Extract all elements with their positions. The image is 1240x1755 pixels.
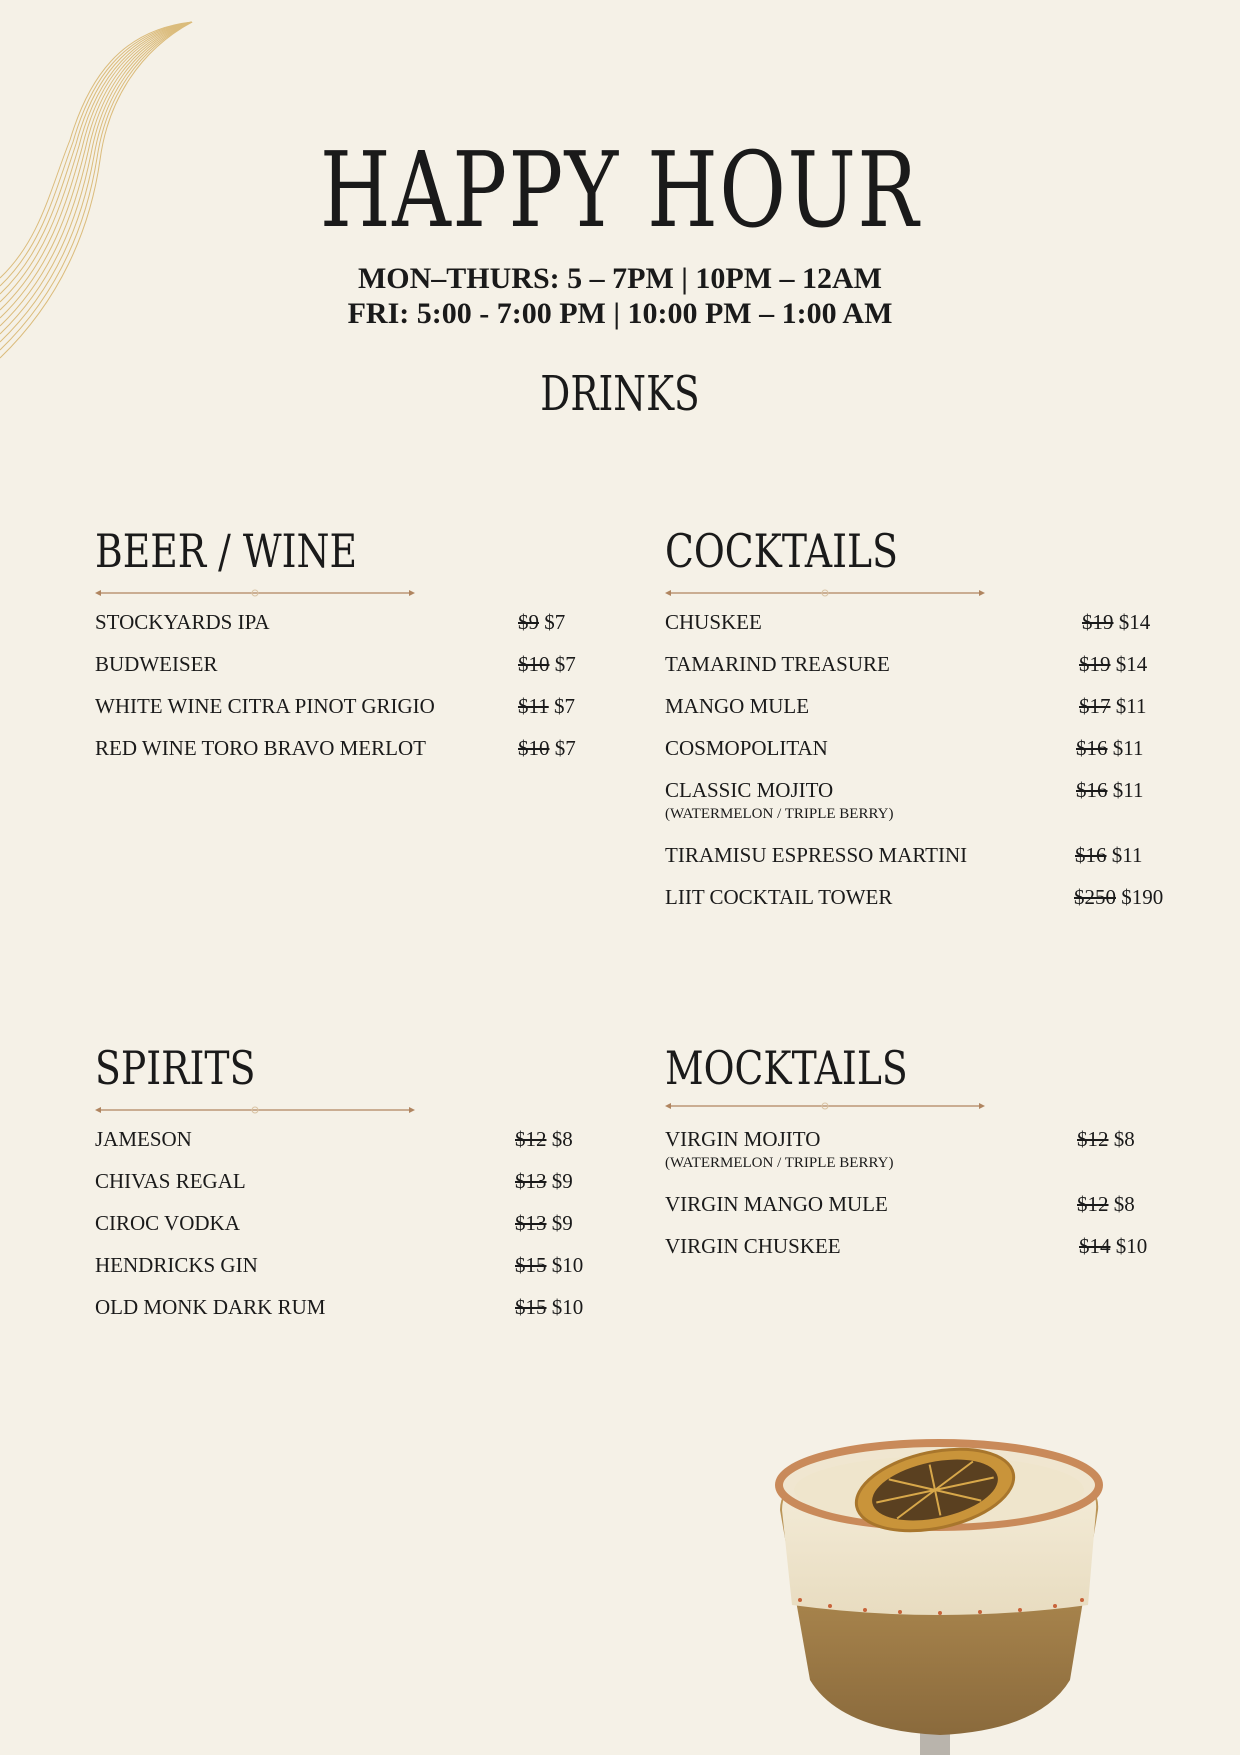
item-name: VIRGIN MOJITO [665,1127,821,1151]
old-price: $19 [1079,652,1111,676]
new-price: $8 [1113,1127,1135,1151]
item-name: HENDRICKS GIN [95,1253,258,1277]
old-price: $19 [1082,610,1114,634]
item-price [518,652,576,677]
menu-item [95,610,595,652]
item-name: VIRGIN MANGO MULE [665,1192,888,1216]
item-name: CHUSKEE [665,610,762,634]
old-price: $16 [1076,778,1108,802]
menu-item [665,843,1205,885]
new-price: $10 [1115,1234,1148,1258]
item-price [515,1169,573,1194]
menu-item [665,778,1205,843]
new-price: $10 [551,1253,584,1277]
item-price [1079,694,1146,719]
old-price: $14 [1079,1234,1111,1258]
item-name: LIIT COCKTAIL TOWER [665,885,893,909]
item-list [665,610,1205,927]
old-price: $13 [515,1169,547,1193]
new-price: $11 [1115,694,1147,718]
old-price: $10 [518,652,550,676]
menu-item [665,736,1205,778]
item-note: (WATERMELON / TRIPLE BERRY) [665,806,894,822]
old-price: $12 [1077,1127,1109,1151]
hours-friday: FRI: 5:00 - 7:00 PM | 10:00 PM – 1:00 AM [347,297,893,330]
item-price [1076,778,1143,803]
hours-weekday: MON–THURS: 5 – 7PM | 10PM – 12AM [357,262,883,295]
item-name: CLASSIC MOJITO [665,778,834,802]
old-price: $16 [1076,736,1108,760]
old-price: $11 [518,694,549,718]
cocktail-photo [770,1430,1110,1755]
item-list [95,610,595,778]
item-name: WHITE WINE CITRA PINOT GRIGIO [95,694,435,718]
item-name: STOCKYARDS IPA [95,610,270,634]
new-price: $7 [554,652,576,676]
item-list [665,1127,1205,1276]
section-title: SPIRITS [95,1041,256,1095]
old-price: $17 [1079,694,1111,718]
section-cocktails [665,524,1205,927]
new-price: $14 [1115,652,1148,676]
item-price [515,1253,583,1278]
item-price [518,694,575,719]
menu-item [665,610,1205,652]
new-price: $11 [1112,736,1144,760]
item-price [1079,1234,1147,1259]
item-price [1082,610,1150,635]
old-price: $16 [1075,843,1107,867]
section-title: COCKTAILS [665,524,898,578]
item-price [1077,1127,1135,1152]
item-name: BUDWEISER [95,652,218,676]
ornamental-divider [95,588,415,598]
old-price: $15 [515,1253,547,1277]
old-price: $9 [518,610,539,634]
new-price: $11 [1111,843,1143,867]
new-price: $8 [1113,1192,1135,1216]
menu-item [95,1169,595,1211]
section-mocktails [665,1041,1205,1276]
item-price [518,736,576,761]
item-name: COSMOPOLITAN [665,736,828,760]
new-price: $7 [554,736,576,760]
menu-item [665,1234,1205,1276]
section-spirits [95,1041,595,1337]
page-title: HAPPY HOUR [319,129,921,251]
menu-item [95,1211,595,1253]
item-price [515,1211,573,1236]
old-price: $13 [515,1211,547,1235]
item-price [1077,1192,1135,1217]
new-price: $9 [551,1211,573,1235]
item-price [1079,652,1147,677]
old-price: $12 [515,1127,547,1151]
menu-item [665,652,1205,694]
menu-item [95,1253,595,1295]
new-price: $10 [551,1295,584,1319]
section-title: BEER / WINE [95,524,358,578]
menu-item [95,652,595,694]
item-price [515,1127,573,1152]
item-price [1074,885,1163,910]
ornamental-divider [665,1101,985,1111]
menu-item [665,694,1205,736]
new-price: $7 [544,610,566,634]
new-price: $7 [553,694,575,718]
section-title: MOCKTAILS [665,1041,908,1095]
item-name: OLD MONK DARK RUM [95,1295,326,1319]
ornamental-divider [665,588,985,598]
menu-item [95,736,595,778]
item-price [518,610,565,635]
old-price: $250 [1074,885,1116,909]
menu-item [665,1127,1205,1192]
item-list [95,1127,595,1337]
new-price: $190 [1121,885,1164,909]
item-note: (WATERMELON / TRIPLE BERRY) [665,1155,894,1171]
new-price: $11 [1112,778,1144,802]
old-price: $12 [1077,1192,1109,1216]
item-price [515,1295,583,1320]
new-price: $9 [551,1169,573,1193]
item-name: MANGO MULE [665,694,810,718]
menu-item [665,1192,1205,1234]
item-name: VIRGIN CHUSKEE [665,1234,841,1258]
item-name: CHIVAS REGAL [95,1169,246,1193]
old-price: $10 [518,736,550,760]
item-name: JAMESON [95,1127,192,1151]
new-price: $8 [551,1127,573,1151]
section-beer-wine [95,524,595,778]
drinks-heading: DRINKS [540,366,700,422]
menu-item [95,1127,595,1169]
item-name: CIROC VODKA [95,1211,240,1235]
old-price: $15 [515,1295,547,1319]
item-name: TAMARIND TREASURE [665,652,890,676]
menu-item [95,1295,595,1337]
item-price [1075,843,1142,868]
item-price [1076,736,1143,761]
item-name: TIRAMISU ESPRESSO MARTINI [665,843,968,867]
menu-item [665,885,1205,927]
menu-item [95,694,595,736]
item-name: RED WINE TORO BRAVO MERLOT [95,736,426,760]
new-price: $14 [1118,610,1151,634]
ornamental-divider [95,1105,415,1115]
